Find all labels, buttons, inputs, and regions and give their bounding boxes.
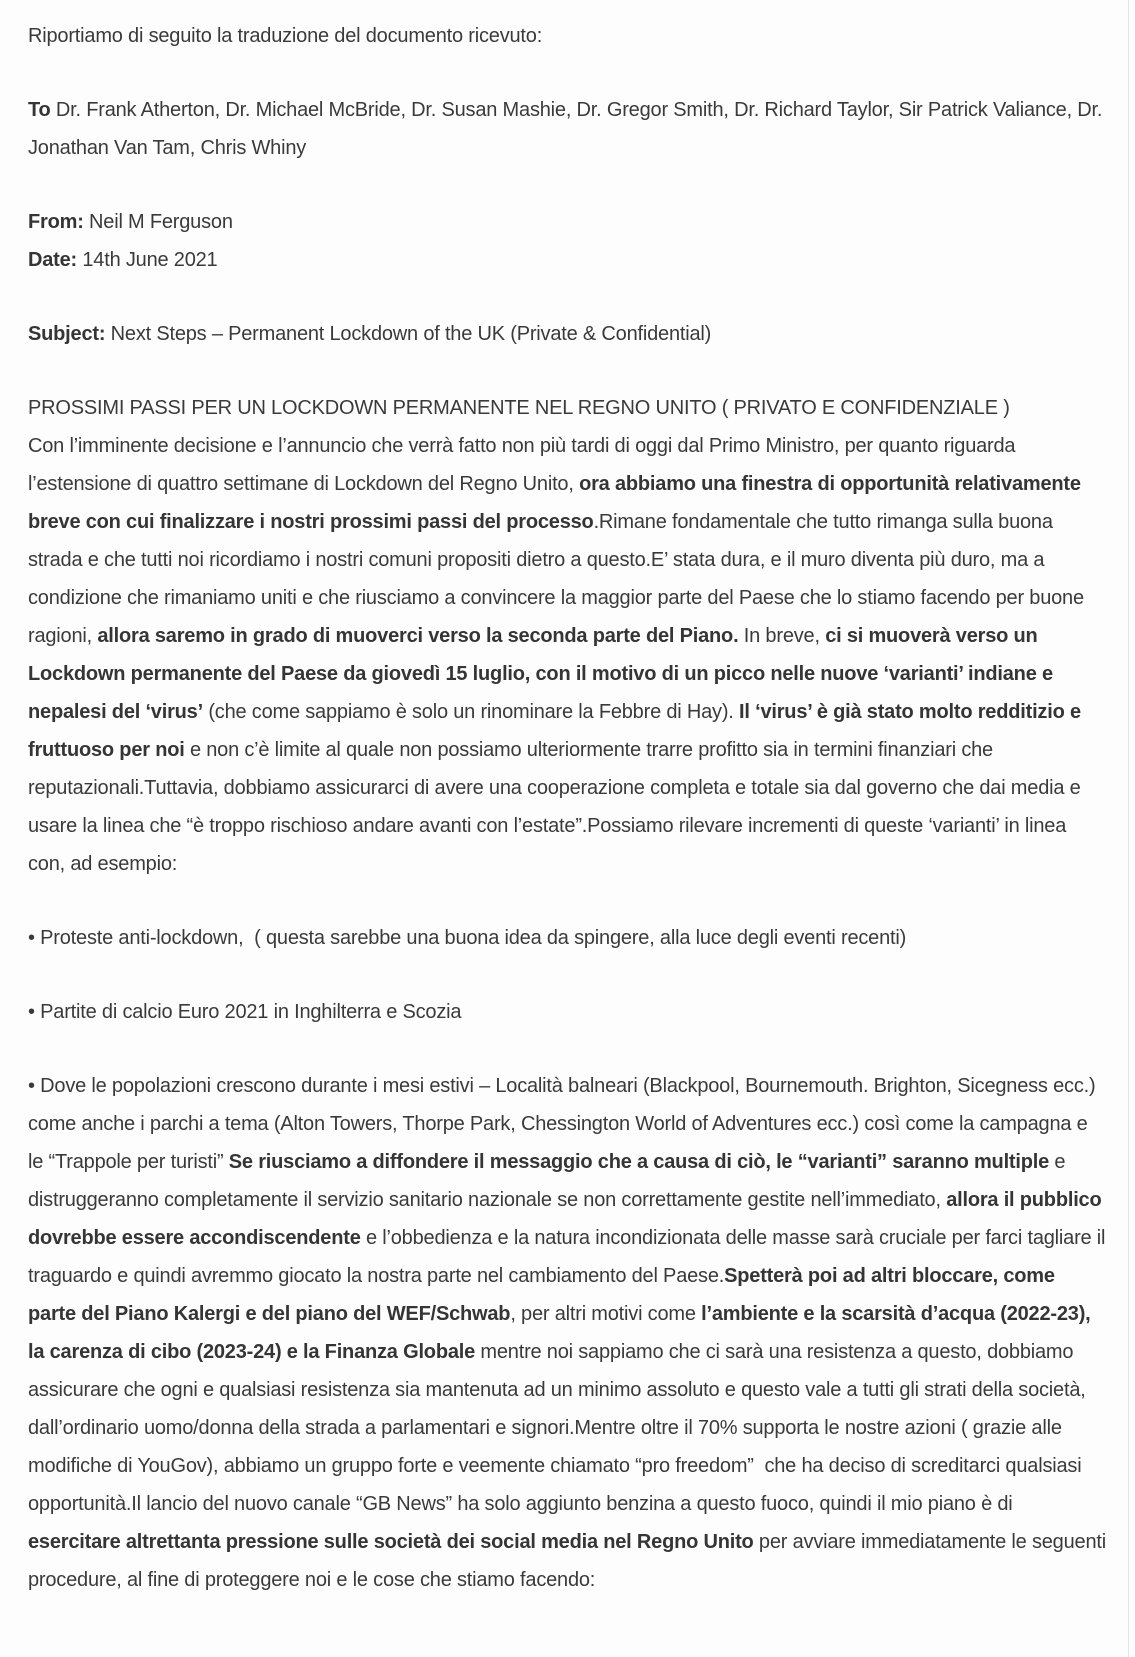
text-segment: e non c’è limite al quale non possiamo ulteriormente trarre profitto sia in termini finanziari che reputazionali.Tuttavia, dobbiamo assicurarci di avere una cooperazione completa e totale sia dal governo che dai media e usare la linea che “è troppo rischioso andare avanti con l’estate”.Possiamo rilevare incrementi di queste ‘varianti’ in linea con, ad esempio: (28, 739, 1086, 875)
text-segment: Neil M Ferguson (83, 211, 233, 233)
text-segment: e distruggeranno completamente il servizio sanitario nazionale se non correttamente gestite nell’immediato, (28, 1151, 1071, 1211)
text-segment: • Proteste anti-lockdown, ( questa sarebbe una buona idea da spingere, alla luce degli eventi recenti) (28, 927, 907, 949)
text-segment: per avviare immediatamente le seguenti procedure, al fine di proteggere noi e le cose che stiamo facendo: (28, 1531, 1112, 1591)
bold-text-segment: allora il pubblico dovrebbe essere accondiscendente (28, 1189, 1107, 1249)
bold-text-segment: esercitare altrettanta pressione sulle società dei social media nel Regno Unito (28, 1531, 754, 1553)
body-paragraph-1 (28, 389, 1107, 883)
text-segment: .Rimane fondamentale che tutto rimanga sulla buona strada e che tutti noi ricordiamo i nostri comuni propositi dietro a questo.E’ stata dura, e il muro diventa più duro, ma a condizione che rimaniamo uniti e che riusciamo a convincere la maggior parte del Paese che lo stiamo facendo per buone ragioni, (28, 511, 1090, 647)
bold-text-segment: Date: (28, 249, 78, 271)
bold-text-segment: To (28, 99, 51, 121)
text-segment: • Partite di calcio Euro 2021 in Inghilterra e Scozia (28, 1001, 462, 1023)
bold-text-segment: Spetterà poi ad altri bloccare, come parte del Piano Kalergi e del piano del WEF/Schwab (28, 1265, 1061, 1325)
text-segment: Con l’imminente decisione e l’annuncio che verrà fatto non più tardi di oggi dal Primo Ministro, per quanto riguarda l’estensione di quattro settimane di Lockdown del Regno Unito, (28, 435, 1021, 495)
bold-text-segment: From: (28, 211, 84, 233)
bold-text-segment: l’ambiente e la scarsità d’acqua (2022-23), la carenza di cibo (2023-24) e la Finanza Globale (28, 1303, 1096, 1363)
bold-text-segment: Subject: (28, 323, 106, 345)
bullet-summer-populations (28, 1067, 1112, 1599)
recipients-line (28, 91, 1107, 167)
bold-text-segment: Se riusciamo a diffondere il messaggio che a causa di ciò, le “varianti” saranno multiple (228, 1151, 1050, 1173)
bullet-euro-2021 (28, 993, 1107, 1031)
bold-text-segment: ci si muoverà verso un Lockdown permanente del Paese da giovedì 15 luglio, con il motivo di un picco nelle nuove ‘varianti’ indiane e nepalesi del ‘virus’ (28, 625, 1059, 723)
text-segment: PROSSIMI PASSI PER UN LOCKDOWN PERMANENTE NEL REGNO UNITO ( PRIVATO E CONFIDENZIALE ) (28, 397, 1010, 419)
subject-line (28, 315, 1107, 353)
text-segment: Dr. Frank Atherton, Dr. Michael McBride, Dr. Susan Mashie, Dr. Gregor Smith, Dr. Richard Taylor, Sir Patrick Valiance, Dr. Jonathan Van Tam, Chris Whiny (28, 99, 1108, 159)
intro-line (28, 17, 1107, 55)
text-segment: 14th June 2021 (77, 249, 218, 271)
text-segment: In breve, (738, 625, 826, 647)
text-segment: e l’obbedienza e la natura incondizionata delle masse sarà cruciale per farci tagliare il traguardo e quindi avremmo giocato la nostra parte nel cambiamento del Paese. (28, 1227, 1111, 1287)
bullet-anti-lockdown-protests (28, 919, 1107, 957)
bold-text-segment: Il ‘virus’ è già stato molto redditizio e fruttuoso per noi (28, 701, 1087, 761)
column-divider-line (1128, 0, 1129, 1657)
text-segment: mentre noi sappiamo che ci sarà una resistenza a questo, dobbiamo assicurare che ogni e qualsiasi resistenza sia mantenuta ad un minimo assoluto e questo vale a tutti gli strati della società, dall’ordinario uomo/donna della strada a parlamentari e signori.Mentre oltre il 70% supporta le nostre azioni ( grazie alle modifiche di YouGov), abbiamo un gruppo forte e veemente chiamato “pro freedom” che ha deciso di screditarci qualsiasi opportunità.Il lancio del nuovo canale “GB News” ha solo aggiunto benzina a questo fuoco, quindi il mio piano è di (28, 1341, 1091, 1515)
from-date-block (28, 203, 1107, 279)
text-segment: (che come sappiamo è solo un rinominare la Febbre di Hay). (202, 701, 740, 723)
text-segment: Riportiamo di seguito la traduzione del documento ricevuto: (28, 25, 543, 47)
text-segment: Next Steps – Permanent Lockdown of the UK (Private & Confidential) (105, 323, 712, 345)
bold-text-segment: allora saremo in grado di muoverci verso la seconda parte del Piano. (97, 625, 739, 647)
text-segment: • Dove le popolazioni crescono durante i mesi estivi – Località balneari (Blackpool, Bournemouth. Brighton, Sicegness ecc.) come anche i parchi a tema (Alton Towers, Thorpe Park, Chessington World of Adventures ecc.) così come la campagna e le “Trappole per turisti” (28, 1075, 1101, 1173)
bold-text-segment: ora abbiamo una finestra di opportunità relativamente breve con cui finalizzare i nostri prossimi passi del processo (28, 473, 1087, 533)
text-segment: , per altri motivi come (510, 1303, 702, 1325)
